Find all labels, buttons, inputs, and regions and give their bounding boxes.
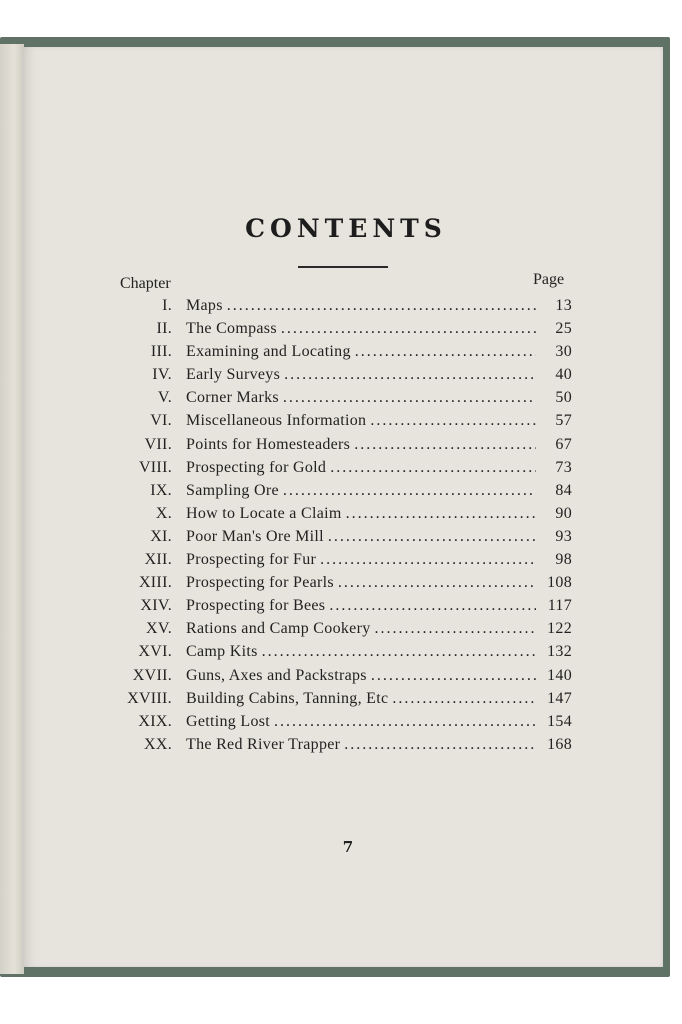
chapter-number: XIX. [138, 712, 172, 730]
toc-list [100, 297, 572, 759]
chapter-title: Rations and Camp Cookery [186, 620, 371, 638]
toc-entry [100, 436, 572, 459]
chapter-title-wrap [186, 690, 540, 708]
chapter-title-wrap [186, 297, 540, 315]
leader-dots [370, 412, 536, 430]
chapter-number: XII. [144, 551, 172, 569]
chapter-title: Corner Marks [186, 389, 279, 407]
toc-entry [100, 482, 572, 505]
chapter-number: IX. [150, 481, 172, 499]
chapter-title: Getting Lost [186, 712, 271, 730]
toc-entry [100, 667, 572, 690]
toc-entry [100, 574, 572, 597]
toc-entry [100, 597, 572, 620]
chapter-title: The Red River Trapper [186, 735, 341, 753]
chapter-number: III. [150, 343, 172, 361]
toc-entry [100, 551, 572, 574]
chapter-page-number: 108 [547, 574, 572, 592]
title-rule [298, 266, 388, 268]
chapter-page-number: 140 [547, 666, 572, 684]
chapter-title-wrap [186, 436, 540, 454]
chapter-title: Early Surveys [186, 366, 281, 384]
leader-dots [283, 482, 536, 500]
contents-title: CONTENTS [245, 214, 447, 243]
chapter-title: Prospecting for Fur [186, 551, 317, 569]
chapter-page-number: 40 [555, 366, 572, 384]
chapter-page-number: 90 [555, 504, 572, 522]
toc-entry [100, 505, 572, 528]
toc-entry [100, 736, 572, 759]
chapter-page-number: 122 [547, 620, 572, 638]
page-number: 7 [342, 838, 354, 856]
chapter-title: Camp Kits [186, 643, 258, 661]
chapter-title-wrap [186, 412, 540, 430]
toc-entry [100, 320, 572, 343]
chapter-title-wrap [186, 343, 540, 361]
chapter-title: The Compass [186, 320, 277, 338]
chapter-title-wrap [186, 528, 540, 546]
chapter-number: XIII. [138, 574, 172, 592]
toc-entry [100, 620, 572, 643]
toc-entry [100, 297, 572, 320]
chapter-number: XVII. [132, 666, 172, 684]
chapter-title-wrap [186, 482, 540, 500]
chapter-title: Miscellaneous Information [186, 412, 367, 430]
chapter-page-number: 50 [555, 389, 572, 407]
facing-page-edge [0, 44, 24, 974]
chapter-title-wrap [186, 736, 540, 754]
chapter-number: XVIII. [127, 689, 172, 707]
toc-entry [100, 690, 572, 713]
leader-dots [344, 736, 536, 754]
chapter-title-wrap [186, 320, 540, 338]
chapter-title: Maps [186, 297, 223, 314]
chapter-page-number: 84 [555, 481, 572, 499]
chapter-title-wrap [186, 643, 540, 661]
chapter-number: XI. [150, 527, 172, 545]
leader-dots [355, 343, 536, 361]
leader-dots [227, 297, 536, 315]
chapter-title: Prospecting for Bees [186, 597, 326, 615]
chapter-title: Sampling Ore [186, 481, 279, 499]
toc-entry [100, 343, 572, 366]
chapter-page-number: 98 [555, 551, 572, 569]
toc-entry [100, 389, 572, 412]
chapter-title-wrap [186, 667, 540, 685]
chapter-number: XV. [146, 620, 172, 638]
chapter-title-wrap [186, 620, 540, 638]
leader-dots [283, 389, 536, 407]
chapter-title: Poor Man's Ore Mill [186, 527, 324, 545]
chapter-title-wrap [186, 574, 540, 592]
chapter-column-header: Chapter [120, 275, 171, 292]
chapter-number: VIII. [138, 458, 172, 476]
chapter-page-number: 154 [547, 712, 572, 730]
chapter-page-number: 13 [555, 297, 572, 314]
leader-dots [338, 574, 536, 592]
leader-dots [320, 551, 536, 569]
chapter-page-number: 168 [547, 735, 572, 753]
toc-entry [100, 528, 572, 551]
chapter-title-wrap [186, 389, 540, 407]
chapter-page-number: 117 [547, 597, 572, 615]
chapter-number: VII. [144, 435, 172, 453]
chapter-number: XIV. [140, 597, 172, 615]
chapter-number: V. [157, 389, 172, 407]
chapter-number: I. [162, 297, 172, 314]
chapter-title-wrap [186, 505, 540, 523]
chapter-title-wrap [186, 551, 540, 569]
chapter-page-number: 147 [547, 689, 572, 707]
chapter-number: XX. [143, 735, 172, 753]
chapter-number: X. [155, 504, 172, 522]
leader-dots [330, 459, 536, 477]
chapter-title: Building Cabins, Tanning, Etc [186, 689, 389, 707]
leader-dots [281, 320, 536, 338]
chapter-title: Guns, Axes and Packstraps [186, 666, 367, 684]
chapter-title-wrap [186, 459, 540, 477]
toc-entry [100, 366, 572, 389]
leader-dots [262, 643, 536, 661]
chapter-title: Prospecting for Gold [186, 458, 327, 476]
chapter-page-number: 73 [555, 458, 572, 476]
chapter-title: Prospecting for Pearls [186, 574, 334, 592]
chapter-title-wrap [186, 366, 540, 384]
chapter-title-wrap [186, 597, 540, 615]
toc-entry [100, 713, 572, 736]
chapter-page-number: 67 [555, 435, 572, 453]
leader-dots [274, 713, 536, 731]
chapter-number: IV. [152, 366, 172, 384]
leader-dots [346, 505, 536, 523]
toc-entry [100, 459, 572, 482]
chapter-title: Points for Homesteaders [186, 435, 351, 453]
chapter-title-wrap [186, 713, 540, 731]
toc-entry [100, 412, 572, 435]
chapter-number: XVI. [138, 643, 172, 661]
chapter-page-number: 132 [547, 643, 572, 661]
leader-dots [354, 436, 536, 454]
leader-dots [328, 528, 536, 546]
leader-dots [284, 366, 536, 384]
leader-dots [392, 690, 536, 708]
chapter-title: Examining and Locating [186, 343, 351, 361]
leader-dots [375, 620, 536, 638]
chapter-number: VI. [150, 412, 172, 430]
chapter-page-number: 30 [555, 343, 572, 361]
toc-entry [100, 643, 572, 666]
leader-dots [329, 597, 536, 615]
chapter-number: II. [156, 320, 172, 338]
page-column-header: Page [533, 271, 565, 288]
chapter-page-number: 57 [555, 412, 572, 430]
leader-dots [371, 667, 536, 685]
chapter-page-number: 25 [555, 320, 572, 338]
chapter-page-number: 93 [555, 527, 572, 545]
chapter-title: How to Locate a Claim [186, 504, 342, 522]
